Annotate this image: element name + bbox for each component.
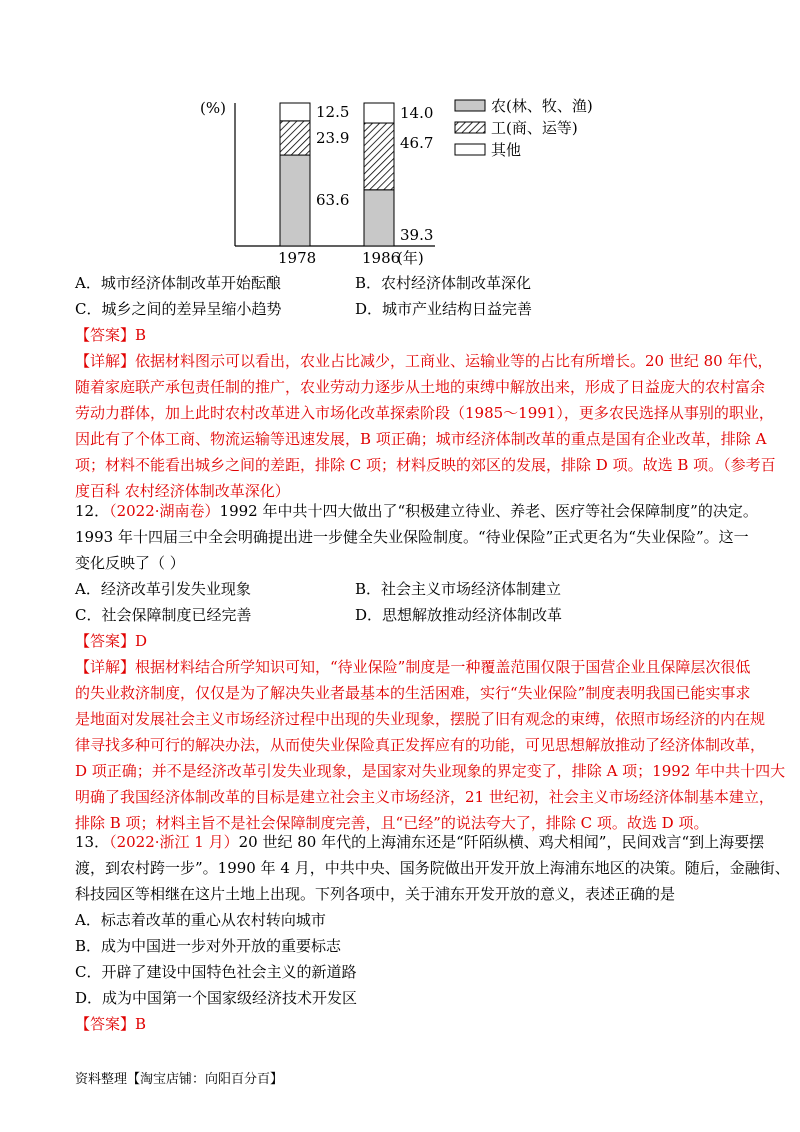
q12-source: （2022·湖南卷） xyxy=(109,502,220,520)
q11-option-c: C．城乡之间的差异呈缩小趋势 xyxy=(75,300,282,318)
q13-stem-line: 13．（2022·浙江 1 月）20 世纪 80 年代的上海浦东还是“阡陌纵横、鸡犬相闻”，民间戏言“到上海要摆 xyxy=(75,833,765,851)
q13-option-c: C．开辟了建设中国特色社会主义的新道路 xyxy=(75,963,357,981)
q12-answer: 【答案】D xyxy=(75,632,148,650)
q11-answer: 【答案】B xyxy=(75,326,147,344)
q13-option-a: A．标志着改革的重心从农村转向城市 xyxy=(75,911,326,929)
q12-explanation-line: D 项正确；并不是经济改革引发失业现象，是国家对失业现象的界定变了，排除 A 项；1992 年中共十四大 xyxy=(75,762,786,780)
data-label: 63.6 xyxy=(316,191,350,210)
q11-option-a: A．城市经济体制改革开始酝酿 xyxy=(75,274,281,292)
data-label: 46.7 xyxy=(400,134,434,153)
legend-label: 工(商、运等) xyxy=(491,119,578,137)
q12-stem-line: 变化反映了（ ） xyxy=(75,554,185,572)
q12-explanation-line: 排除 B 项；材料主旨不是社会保障制度完善，且“已经”的说法夸大了，排除 C 项。故选 D 项。 xyxy=(75,814,709,832)
q13-stem-line: 渡，到农村跨一步”。1990 年 4 月，中共中央、国务院做出开发开放上海浦东地区的决策。随后，金融街、 xyxy=(75,859,790,877)
q13-stem-line: 科技园区等相继在这片土地上出现。下列各项中，关于浦东开发开放的意义，表述正确的是 xyxy=(75,885,676,903)
y-unit-label: (%) xyxy=(200,99,226,117)
q12-explanation-line: 明确了我国经济体制改革的目标是建立社会主义市场经济，21 世纪初，社会主义市场经济体制基本建立， xyxy=(75,788,774,806)
q11-explanation-line: 劳动力群体，加上此时农村改革进入市场化改革探索阶段（1985～1991），更多农民选择从事别的职业， xyxy=(75,404,774,422)
bar-segment xyxy=(280,103,310,121)
legend-label: 其他 xyxy=(491,141,522,159)
q11-option-b: B．农村经济体制改革深化 xyxy=(355,274,532,292)
q12-stem-line: 12．（2022·湖南卷）1992 年中共十四大做出了“积极建立待业、养老、医疗等社会保障制度”的决定。 xyxy=(75,502,758,520)
data-label: 23.9 xyxy=(316,128,350,147)
bar-segment xyxy=(364,103,394,123)
q12-stem-line: 1993 年十四届三中全会明确提出进一步健全失业保险制度。“待业保险”正式更名为“失业保险”。这一 xyxy=(75,528,749,546)
q12-explanation-line: 的失业救济制度，仅仅是为了解决失业者最基本的生活困难，实行“失业保险”制度表明我国已能实事求 xyxy=(75,684,751,702)
q12-explanation-line: 律寻找多种可行的解决办法，从而使失业保险真正发挥应有的功能，可见思想解放推动了经济体制改革， xyxy=(75,736,766,754)
q13-number: 13． xyxy=(75,833,110,851)
bar-segment xyxy=(280,121,310,155)
q12-option-b: B．社会主义市场经济体制建立 xyxy=(355,580,562,598)
bar-segment xyxy=(280,155,310,246)
q13-answer: 【答案】B xyxy=(75,1015,147,1033)
q12-explanation-line: 是地面对发展社会主义市场经济过程中出现的失业现象，摆脱了旧有观念的束缚，依照市场经济的内在规 xyxy=(75,710,766,728)
q12-option-c: C．社会保障制度已经完善 xyxy=(75,606,252,624)
q13-option-d: D．成为中国第一个国家级经济技术开发区 xyxy=(75,989,358,1007)
bar-segment xyxy=(364,123,394,190)
q13-source: （2022·浙江 1 月） xyxy=(109,833,239,851)
q11-explanation-line: 因此有了个体工商、物流运输等迅速发展，B 项正确；城市经济体制改革的重点是国有企业改革，排除 A xyxy=(75,430,767,448)
q12-explanation-line: 【详解】根据材料结合所学知识可知，“待业保险”制度是一种覆盖范围仅限于国营企业且保障层次很低 xyxy=(75,658,751,676)
x-tick-label: 1978 xyxy=(278,249,317,267)
q13-option-b: B．成为中国进一步对外开放的重要标志 xyxy=(75,937,342,955)
q12-option-d: D．思想解放推动经济体制改革 xyxy=(355,606,563,624)
data-label: 14.0 xyxy=(400,104,434,123)
q12-number: 12． xyxy=(75,502,110,520)
q11-explanation-line: 随着家庭联产承包责任制的推广，农业劳动力逐步从土地的束缚中解放出来，形成了日益庞大的农村富余 xyxy=(75,378,766,396)
q11-option-d: D．城市产业结构日益完善 xyxy=(355,300,533,318)
q11-explanation-line: 项；材料不能看出城乡之间的差距，排除 C 项；材料反映的郊区的发展，排除 D 项。故选 B 项。（参考百 xyxy=(75,456,776,474)
q11-explanation-line: 【详解】依据材料图示可以看出，农业占比减少，工商业、运输业等的占比有所增长。20 世纪 80 年代， xyxy=(75,352,773,370)
footer-note: 资料整理【淘宝店铺：向阳百分百】 xyxy=(75,1072,284,1087)
legend-swatch xyxy=(455,144,485,155)
data-label: 39.3 xyxy=(400,225,434,244)
legend-swatch xyxy=(455,122,485,133)
q12-option-a: A．经济改革引发失业现象 xyxy=(75,580,251,598)
data-label: 12.5 xyxy=(316,102,350,121)
legend-swatch xyxy=(455,100,485,111)
x-tick-label: 1986 xyxy=(362,249,401,267)
stacked-bar-chart xyxy=(0,85,800,270)
legend-label: 农(林、牧、渔) xyxy=(491,97,593,115)
q11-explanation-line: 度百科 农村经济体制改革深化） xyxy=(75,482,290,500)
x-unit-label: (年) xyxy=(397,249,424,267)
bar-segment xyxy=(364,190,394,246)
